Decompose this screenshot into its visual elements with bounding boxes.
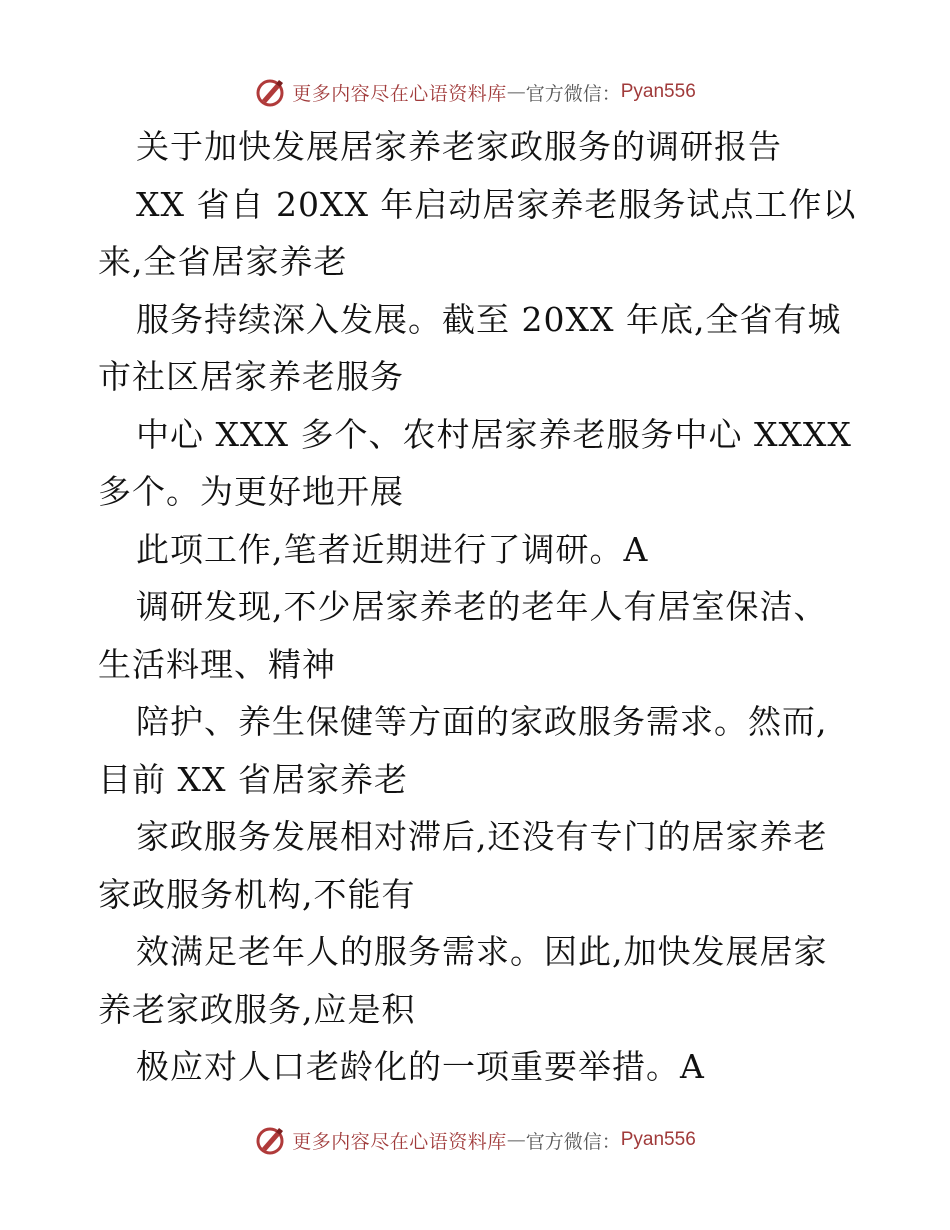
footer-watermark [0, 1120, 950, 1160]
document-body [98, 118, 857, 1096]
watermark-account: Pyan556 [620, 1129, 696, 1150]
text-line: 此项工作,笔者近期进行了调研。A [136, 529, 649, 569]
watermark-dash: — [506, 81, 526, 103]
text-line: 市社区居家养老服务 [98, 357, 404, 396]
header-watermark [0, 72, 950, 112]
text-line: 极应对人口老龄化的一项重要举措。A [136, 1047, 705, 1086]
pen-logo-icon [254, 76, 286, 108]
text-line: 来,全省居家养老 [98, 242, 348, 281]
text-line: 陪护、养生保健等方面的家政服务需求。然而, [136, 702, 828, 741]
text-line: 多个。为更好地开展 [98, 472, 404, 511]
pen-logo-icon [254, 1124, 286, 1156]
watermark-official-label: 官方微信： [525, 1130, 621, 1153]
text-line: 效满足老年人的服务需求。因此,加快发展居家 [136, 932, 828, 971]
text-line: 服务持续深入发展。截至 20XX 年底,全省有城 [136, 299, 842, 339]
watermark-text: 更多内容尽在心语资料库 [292, 1130, 507, 1153]
text-line: 目前 XX 省居家养老 [98, 759, 408, 799]
text-line: 养老家政服务,应是积 [98, 989, 416, 1029]
text-line: 家政服务发展相对滞后,还没有专门的居家养老 [136, 817, 828, 856]
text-line: 中心 XXX 多个、农村居家养老服务中心 XXXX [136, 414, 852, 454]
watermark-dash: — [506, 1129, 526, 1151]
text-line: 调研发现,不少居家养老的老年人有居室保洁、 [136, 587, 828, 626]
text-line: 生活料理、精神 [98, 644, 336, 684]
watermark-official-label: 官方微信： [525, 82, 621, 105]
text-line: 家政服务机构,不能有 [98, 874, 416, 914]
document-title: 关于加快发展居家养老家政服务的调研报告 [136, 127, 782, 166]
text-line: XX 省自 20XX 年启动居家养老服务试点工作以 [136, 184, 857, 224]
watermark-account: Pyan556 [620, 81, 696, 102]
watermark-text: 更多内容尽在心语资料库 [292, 82, 507, 105]
